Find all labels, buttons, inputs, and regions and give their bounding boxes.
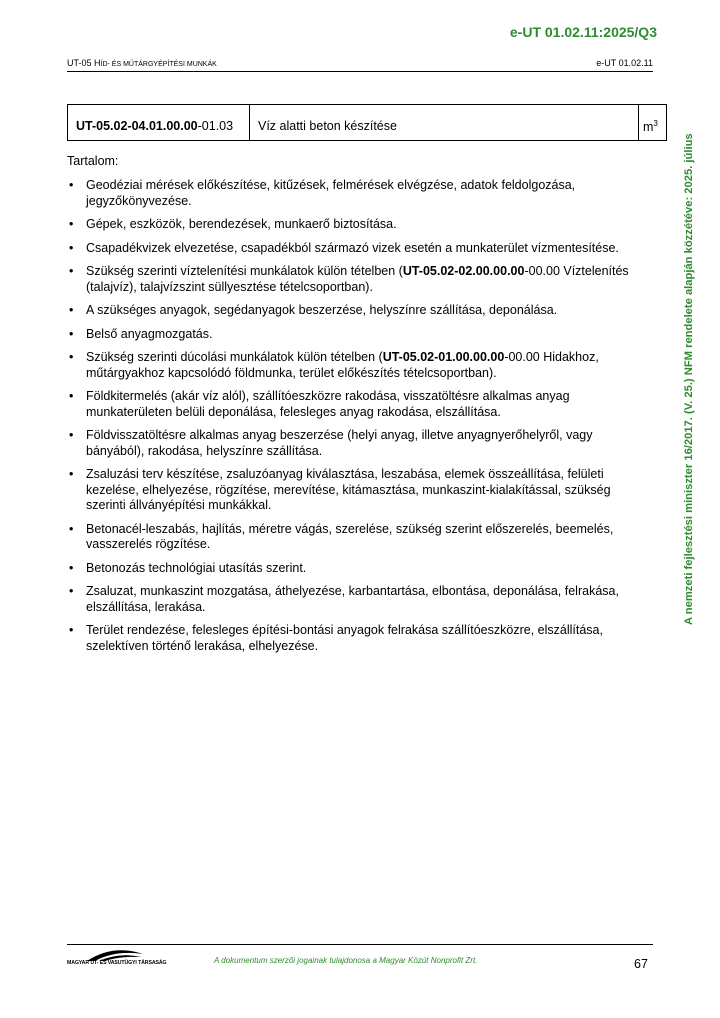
list-item xyxy=(67,561,647,577)
list-item-pre: Geodéziai mérések előkészítése, kitűzések, felmérések elvégzése, adatok feldolgozása, jegyzőkönyvezése. xyxy=(86,178,576,208)
list-item xyxy=(67,350,647,381)
list-item xyxy=(67,303,647,319)
bullet-icon: • xyxy=(69,521,74,536)
list-item-pre: Földvisszatöltésre alkalmas anyag beszerzése (helyi anyag, illetve anyagnyerőhelyről, vagy bányából), rakodása, helyszínre szállítása. xyxy=(86,428,593,458)
running-header-prefix: UT-05 H xyxy=(67,58,101,68)
list-item xyxy=(67,217,647,233)
page-number: 67 xyxy=(634,957,648,971)
list-item-pre: Szükség szerinti víztelenítési munkálatok külön tételben ( xyxy=(86,264,403,278)
list-item xyxy=(67,241,647,257)
list-item-pre: Zsaluzási terv készítése, zsaluzóanyag kiválasztása, leszabása, elemek összeállítása, felületi kezelése, elhelyezése, rögzítése, merevítése, kitámasztása, munkaszint-kialakítással, szükség szerinti állványépítési munkákkal. xyxy=(86,467,611,512)
item-code-suffix: -01.03 xyxy=(197,119,234,133)
list-item-pre: Földkitermelés (akár víz alól), szállítóeszközre rakodása, visszatöltésre alkalmas anyag munkaterületen belüli deponálása, felesleges anyag rakodása, elszállítása. xyxy=(86,389,570,419)
running-header-title xyxy=(67,58,217,68)
bullet-icon: • xyxy=(69,178,74,192)
list-item-post: -00.00 Hidakhoz, műtárgyakhoz kapcsolódó földmunka, terület előkészítés tételcsoportban). xyxy=(86,350,599,380)
footer-copyright: A dokumentum szerzői jogainak tulajdonosa a Magyar Közút Nonprofit Zrt. xyxy=(214,956,478,965)
logo-text: MAGYAR UT- ÉS VASUTÜGYI TÁRSASÁG xyxy=(67,960,167,966)
bullet-icon: • xyxy=(69,217,74,231)
list-item-pre: Csapadékvizek elvezetése, csapadékból származó vizek esetén a munkaterület vízmentesítése. xyxy=(86,240,619,255)
list-item xyxy=(67,623,647,654)
item-description-cell: Víz alatti beton készítése xyxy=(250,105,639,140)
contents-list xyxy=(67,178,647,662)
publication-side-note: A nemzeti fejlesztési miniszter 16/2017. (V. 25.) NFM rendelete alapján közzétéve: 2025. július xyxy=(683,133,695,625)
list-item xyxy=(67,178,647,209)
bullet-icon: • xyxy=(69,560,74,575)
item-code-cell xyxy=(68,105,250,140)
list-item-pre: A szükséges anyagok, segédanyagok beszerzése, helyszínre szállítása, deponálása. xyxy=(86,303,558,317)
bullet-icon: • xyxy=(69,264,74,278)
contents-label: Tartalom: xyxy=(67,154,119,168)
running-header-code: e-UT 01.02.11 xyxy=(596,58,653,68)
bullet-icon: • xyxy=(69,326,74,341)
list-item-pre: Betonozás technológiai utasítás szerint. xyxy=(86,560,307,575)
bullet-icon: • xyxy=(69,350,74,364)
list-item-pre: Zsaluzat, munkaszint mozgatása, áthelyezése, karbantartása, elbontása, deponálása, felrakása, elszállítása, lerakása. xyxy=(86,584,619,614)
list-item-pre: Belső anyagmozgatás. xyxy=(86,326,213,341)
list-item xyxy=(67,264,647,295)
bullet-icon: • xyxy=(69,389,74,403)
bullet-icon: • xyxy=(69,584,74,598)
running-header-smallcaps: ÍD- ÉS MŰTÁRGYÉPÍTÉSI MUNKÁK xyxy=(100,61,217,68)
list-item xyxy=(67,584,647,615)
list-item xyxy=(67,327,647,343)
list-item-post: -00.00 Víztelenítés (talajvíz), talajvízszint süllyesztése tételcsoportban). xyxy=(86,264,629,294)
footer-divider xyxy=(67,944,653,945)
list-item xyxy=(67,522,647,553)
footer-logo xyxy=(67,948,167,974)
item-header-table xyxy=(67,104,667,141)
item-code-bold: UT-05.02-04.01.00.00 xyxy=(76,119,198,133)
list-item-bold: UT-05.02-01.00.00.00 xyxy=(382,350,505,364)
list-item-pre: Betonacél-leszabás, hajlítás, méretre vágás, szerelése, szükség szerint előszerelés, beemelés, vasszerelés rögzítése. xyxy=(86,521,614,551)
bullet-icon: • xyxy=(69,623,74,637)
list-item xyxy=(67,389,647,420)
document-code: e-UT 01.02.11:2025/Q3 xyxy=(509,24,657,40)
list-item xyxy=(67,467,647,514)
bullet-icon: • xyxy=(69,303,74,317)
list-item-pre: Szükség szerinti dúcolási munkálatok külön tételben ( xyxy=(86,350,383,364)
bullet-icon: • xyxy=(69,467,74,481)
bullet-icon: • xyxy=(69,428,74,442)
list-item-pre: Gépek, eszközök, berendezések, munkaerő biztosítása. xyxy=(86,217,397,231)
list-item-bold: UT-05.02-02.00.00.00 xyxy=(402,264,525,278)
list-item xyxy=(67,428,647,459)
item-unit: m xyxy=(643,120,654,135)
bullet-icon: • xyxy=(69,240,74,255)
list-item-pre: Terület rendezése, felesleges építési-bontási anyagok felrakása szállítóeszközre, elszállítása, szelektíven történő lerakása, elhelyezése. xyxy=(86,623,603,653)
running-header xyxy=(67,58,653,72)
item-unit-exponent: 3 xyxy=(653,119,658,128)
item-unit-cell xyxy=(639,105,666,140)
